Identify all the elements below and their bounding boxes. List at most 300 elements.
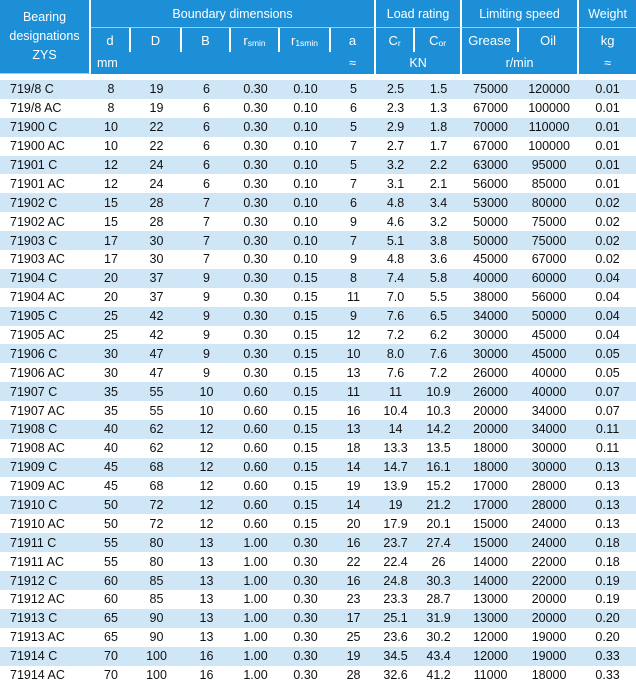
cell-cr: 14 [376,420,415,439]
cell-rsmin: 0.30 [231,288,280,307]
cell-grease: 38000 [462,288,519,307]
cell-r1smin: 0.30 [280,571,331,590]
cell-B: 12 [182,458,231,477]
cell-r1smin: 0.30 [280,552,331,571]
cell-a: 28 [331,666,376,685]
table-row [0,590,636,609]
table-row [0,666,636,685]
cell-oil: 85000 [519,174,579,193]
cell-B: 10 [182,401,231,420]
cell-grease: 17000 [462,496,519,515]
cell-designation: 71912 AC [0,590,91,609]
cell-oil: 40000 [519,363,579,382]
cell-designation: 719/8 AC [0,99,91,118]
cell-designation: 71914 AC [0,666,91,685]
cell-designation: 71905 C [0,307,91,326]
cell-weight: 0.05 [579,363,636,382]
cell-r1smin: 0.15 [280,514,331,533]
cell-cor: 31.9 [415,609,462,628]
cell-cor: 30.3 [415,571,462,590]
cell-cr: 10.4 [376,401,415,420]
col-oil: Oil [519,28,579,52]
cell-B: 12 [182,477,231,496]
col-B: B [182,28,231,52]
cell-rsmin: 0.30 [231,174,280,193]
col-r1smin-sub: 1smin [295,37,319,48]
cell-designation: 71901 AC [0,174,91,193]
cell-rsmin: 0.60 [231,496,280,515]
cell-cr: 32.6 [376,666,415,685]
cell-rsmin: 0.30 [231,137,280,156]
cell-grease: 13000 [462,590,519,609]
cell-grease: 53000 [462,193,519,212]
cell-B: 16 [182,666,231,685]
cell-rsmin: 0.30 [231,99,280,118]
cell-weight: 0.02 [579,250,636,269]
cell-designation: 71909 AC [0,477,91,496]
cell-d: 50 [91,496,131,515]
load-rating-header: Load rating [376,0,462,28]
table-row [0,250,636,269]
cell-rsmin: 1.00 [231,552,280,571]
cell-weight: 0.05 [579,344,636,363]
cell-a: 13 [331,420,376,439]
table-row [0,628,636,647]
cell-weight: 0.04 [579,326,636,345]
cell-designation: 71906 C [0,344,91,363]
cell-cr: 7.2 [376,326,415,345]
cell-D: 55 [131,382,182,401]
cell-grease: 12000 [462,647,519,666]
cell-r1smin: 0.15 [280,307,331,326]
cell-rsmin: 1.00 [231,590,280,609]
cell-cr: 3.1 [376,174,415,193]
cell-cor: 3.2 [415,212,462,231]
table-row [0,609,636,628]
cell-grease: 30000 [462,326,519,345]
cell-r1smin: 0.15 [280,344,331,363]
cell-oil: 30000 [519,439,579,458]
cell-grease: 14000 [462,571,519,590]
cell-cor: 6.2 [415,326,462,345]
cell-cr: 25.1 [376,609,415,628]
cell-cor: 14.2 [415,420,462,439]
cell-oil: 20000 [519,609,579,628]
table-row [0,533,636,552]
cell-oil: 40000 [519,382,579,401]
cell-oil: 45000 [519,326,579,345]
cell-rsmin: 0.60 [231,458,280,477]
cell-d: 12 [91,174,131,193]
cell-a: 16 [331,571,376,590]
cell-a: 20 [331,514,376,533]
cell-cr: 8.0 [376,344,415,363]
cell-designation: 71901 C [0,156,91,175]
col-d: d [91,28,131,52]
cell-designation: 71913 C [0,609,91,628]
cell-weight: 0.02 [579,212,636,231]
cell-d: 25 [91,326,131,345]
cell-grease: 63000 [462,156,519,175]
cell-cor: 26 [415,552,462,571]
cell-designation: 71903 AC [0,250,91,269]
col-r1smin [280,28,331,52]
cell-designation: 71902 C [0,193,91,212]
cell-weight: 0.13 [579,458,636,477]
cell-cr: 19 [376,496,415,515]
cell-r1smin: 0.30 [280,628,331,647]
cell-a: 11 [331,382,376,401]
cell-cor: 2.2 [415,156,462,175]
cell-cr: 13.3 [376,439,415,458]
cell-designation: 71907 C [0,382,91,401]
cell-grease: 20000 [462,420,519,439]
cell-designation: 71910 AC [0,514,91,533]
cell-oil: 22000 [519,552,579,571]
cell-cr: 2.5 [376,80,415,99]
cell-grease: 18000 [462,458,519,477]
cell-cr: 13.9 [376,477,415,496]
cell-a: 14 [331,458,376,477]
cell-B: 13 [182,590,231,609]
unit-approx-weight: ≈ [579,52,636,74]
table-row [0,458,636,477]
cell-weight: 0.02 [579,193,636,212]
cell-d: 55 [91,552,131,571]
cell-r1smin: 0.10 [280,99,331,118]
cell-rsmin: 0.30 [231,363,280,382]
cell-weight: 0.01 [579,118,636,137]
cell-a: 14 [331,496,376,515]
cell-weight: 0.04 [579,307,636,326]
cell-r1smin: 0.15 [280,401,331,420]
designation-line-1: Bearing [22,10,67,24]
cell-a: 9 [331,307,376,326]
cell-cor: 43.4 [415,647,462,666]
cell-grease: 13000 [462,609,519,628]
cell-grease: 18000 [462,439,519,458]
cell-designation: 719/8 C [0,80,91,99]
boundary-dimensions-header: Boundary dimensions [91,0,376,28]
table-row [0,231,636,250]
cell-rsmin: 0.60 [231,477,280,496]
cell-r1smin: 0.15 [280,382,331,401]
col-cor [415,28,462,52]
unit-approx-a: ≈ [331,52,376,74]
cell-designation: 71914 C [0,647,91,666]
table-row [0,118,636,137]
cell-rsmin: 1.00 [231,647,280,666]
cell-grease: 50000 [462,212,519,231]
cell-D: 42 [131,326,182,345]
cell-r1smin: 0.10 [280,212,331,231]
cell-grease: 45000 [462,250,519,269]
cell-rsmin: 1.00 [231,533,280,552]
cell-r1smin: 0.15 [280,496,331,515]
cell-oil: 30000 [519,458,579,477]
cell-D: 85 [131,590,182,609]
cell-a: 12 [331,326,376,345]
cell-D: 80 [131,552,182,571]
cell-D: 19 [131,80,182,99]
cell-weight: 0.07 [579,382,636,401]
cell-a: 6 [331,193,376,212]
cell-rsmin: 1.00 [231,628,280,647]
cell-d: 8 [91,99,131,118]
col-cr-sub: r [397,37,401,48]
cell-B: 16 [182,647,231,666]
cell-B: 7 [182,250,231,269]
cell-rsmin: 0.60 [231,420,280,439]
cell-D: 37 [131,269,182,288]
cell-cr: 5.1 [376,231,415,250]
cell-oil: 45000 [519,344,579,363]
cell-weight: 0.02 [579,231,636,250]
cell-a: 19 [331,647,376,666]
cell-d: 25 [91,307,131,326]
cell-grease: 14000 [462,552,519,571]
cell-oil: 100000 [519,99,579,118]
cell-cr: 14.7 [376,458,415,477]
cell-oil: 20000 [519,590,579,609]
cell-cor: 1.8 [415,118,462,137]
cell-d: 65 [91,609,131,628]
cell-grease: 30000 [462,344,519,363]
cell-d: 60 [91,571,131,590]
cell-cor: 27.4 [415,533,462,552]
cell-r1smin: 0.15 [280,477,331,496]
cell-a: 23 [331,590,376,609]
cell-cr: 23.6 [376,628,415,647]
cell-oil: 67000 [519,250,579,269]
cell-oil: 24000 [519,533,579,552]
cell-weight: 0.20 [579,609,636,628]
cell-D: 55 [131,401,182,420]
table-row [0,420,636,439]
cell-B: 12 [182,514,231,533]
cell-grease: 34000 [462,307,519,326]
cell-r1smin: 0.10 [280,250,331,269]
cell-d: 40 [91,420,131,439]
cell-designation: 71910 C [0,496,91,515]
col-grease: Grease [462,28,519,52]
cell-grease: 67000 [462,99,519,118]
cell-weight: 0.33 [579,647,636,666]
cell-r1smin: 0.10 [280,118,331,137]
cell-cor: 5.8 [415,269,462,288]
cell-designation: 71908 AC [0,439,91,458]
cell-rsmin: 0.30 [231,250,280,269]
cell-d: 17 [91,250,131,269]
cell-cr: 4.8 [376,250,415,269]
cell-d: 12 [91,156,131,175]
cell-rsmin: 0.30 [231,269,280,288]
cell-cr: 3.2 [376,156,415,175]
cell-D: 37 [131,288,182,307]
cell-cor: 7.6 [415,344,462,363]
cell-r1smin: 0.30 [280,533,331,552]
cell-weight: 0.01 [579,174,636,193]
cell-weight: 0.18 [579,552,636,571]
cell-rsmin: 1.00 [231,666,280,685]
cell-D: 28 [131,193,182,212]
cell-cr: 34.5 [376,647,415,666]
cell-r1smin: 0.30 [280,666,331,685]
cell-grease: 26000 [462,382,519,401]
cell-cor: 3.4 [415,193,462,212]
cell-oil: 18000 [519,666,579,685]
cell-B: 13 [182,571,231,590]
cell-grease: 67000 [462,137,519,156]
cell-cr: 2.7 [376,137,415,156]
cell-d: 70 [91,666,131,685]
cell-designation: 71911 AC [0,552,91,571]
cell-cor: 41.2 [415,666,462,685]
cell-weight: 0.19 [579,571,636,590]
cell-rsmin: 0.60 [231,439,280,458]
table-row [0,193,636,212]
cell-rsmin: 0.30 [231,156,280,175]
cell-designation: 71909 C [0,458,91,477]
cell-weight: 0.04 [579,288,636,307]
cell-cor: 28.7 [415,590,462,609]
cell-rsmin: 1.00 [231,609,280,628]
cell-D: 19 [131,99,182,118]
cell-r1smin: 0.30 [280,590,331,609]
cell-designation: 71902 AC [0,212,91,231]
cell-weight: 0.18 [579,533,636,552]
table-header [0,0,636,80]
cell-rsmin: 0.30 [231,80,280,99]
cell-weight: 0.01 [579,156,636,175]
cell-a: 19 [331,477,376,496]
cell-D: 100 [131,647,182,666]
cell-oil: 34000 [519,420,579,439]
cell-a: 5 [331,80,376,99]
cell-d: 30 [91,363,131,382]
cell-r1smin: 0.30 [280,609,331,628]
cell-d: 20 [91,269,131,288]
cell-D: 24 [131,156,182,175]
cell-rsmin: 0.60 [231,401,280,420]
cell-B: 6 [182,80,231,99]
cell-cr: 7.6 [376,307,415,326]
cell-cr: 23.3 [376,590,415,609]
cell-rsmin: 1.00 [231,571,280,590]
table-row [0,344,636,363]
cell-designation: 71908 C [0,420,91,439]
cell-rsmin: 0.60 [231,514,280,533]
cell-B: 9 [182,307,231,326]
table-row [0,137,636,156]
table-row [0,363,636,382]
cell-a: 7 [331,231,376,250]
cell-oil: 60000 [519,269,579,288]
cell-cor: 20.1 [415,514,462,533]
cell-r1smin: 0.10 [280,137,331,156]
col-cr [376,28,415,52]
cell-cor: 7.2 [415,363,462,382]
cell-rsmin: 0.30 [231,326,280,345]
cell-r1smin: 0.10 [280,193,331,212]
designation-line-2: designations [9,29,80,43]
cell-r1smin: 0.10 [280,174,331,193]
cell-oil: 95000 [519,156,579,175]
cell-D: 68 [131,477,182,496]
cell-r1smin: 0.15 [280,420,331,439]
cell-designation: 71913 AC [0,628,91,647]
cell-cr: 7.0 [376,288,415,307]
cell-D: 30 [131,231,182,250]
cell-designation: 71900 C [0,118,91,137]
cell-B: 9 [182,326,231,345]
cell-cr: 4.6 [376,212,415,231]
cell-designation: 71904 C [0,269,91,288]
col-a: a [331,28,376,52]
cell-rsmin: 0.30 [231,212,280,231]
col-cor-main: C [429,32,439,48]
cell-a: 5 [331,156,376,175]
cell-D: 90 [131,609,182,628]
cell-a: 9 [331,250,376,269]
cell-d: 8 [91,80,131,99]
designation-header [0,0,91,74]
cell-cr: 7.6 [376,363,415,382]
cell-grease: 15000 [462,514,519,533]
cell-d: 10 [91,118,131,137]
cell-weight: 0.04 [579,269,636,288]
cell-B: 6 [182,118,231,137]
cell-a: 6 [331,99,376,118]
cell-B: 12 [182,496,231,515]
cell-weight: 0.07 [579,401,636,420]
table-row [0,496,636,515]
cell-grease: 75000 [462,80,519,99]
cell-cor: 13.5 [415,439,462,458]
cell-d: 10 [91,137,131,156]
table-row [0,80,636,99]
cell-designation: 71907 AC [0,401,91,420]
designation-line-3: ZYS [32,48,57,62]
cell-oil: 19000 [519,628,579,647]
cell-oil: 75000 [519,231,579,250]
cell-B: 9 [182,269,231,288]
cell-r1smin: 0.15 [280,439,331,458]
cell-D: 90 [131,628,182,647]
cell-d: 65 [91,628,131,647]
cell-a: 11 [331,288,376,307]
cell-weight: 0.01 [579,137,636,156]
cell-d: 15 [91,212,131,231]
cell-cr: 22.4 [376,552,415,571]
cell-designation: 71903 C [0,231,91,250]
cell-cor: 10.3 [415,401,462,420]
cell-designation: 71911 C [0,533,91,552]
cell-weight: 0.11 [579,420,636,439]
cell-D: 62 [131,420,182,439]
table-row [0,571,636,590]
cell-weight: 0.13 [579,514,636,533]
cell-B: 13 [182,609,231,628]
cell-cor: 1.3 [415,99,462,118]
cell-cr: 24.8 [376,571,415,590]
cell-weight: 0.11 [579,439,636,458]
col-cor-sub: or [438,37,447,48]
cell-cr: 23.7 [376,533,415,552]
cell-rsmin: 0.30 [231,307,280,326]
cell-cor: 3.6 [415,250,462,269]
cell-weight: 0.01 [579,80,636,99]
